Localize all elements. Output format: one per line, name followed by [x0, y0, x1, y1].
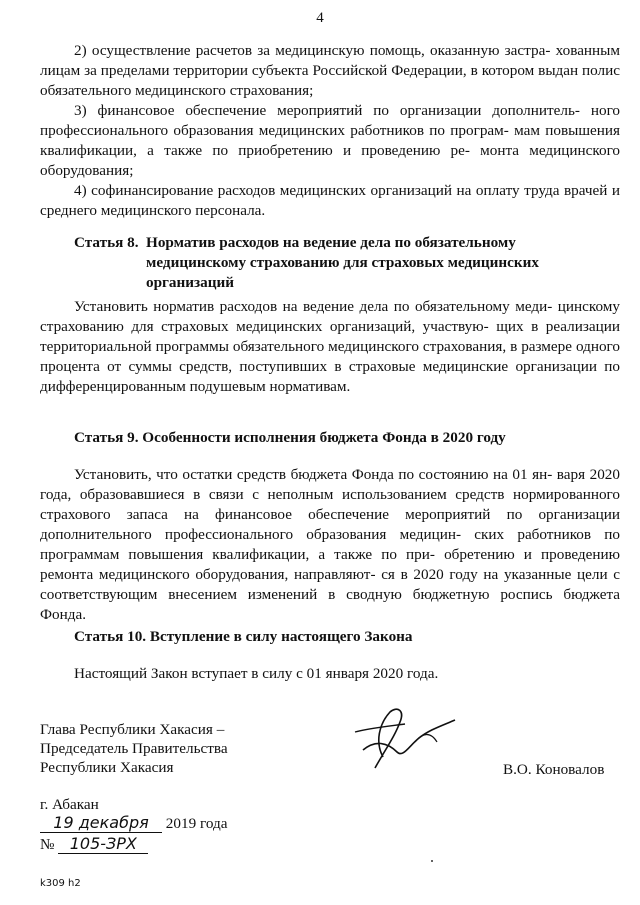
- signatory-position-line-2: Председатель Правительства: [40, 740, 228, 757]
- article-9-text: [40, 465, 620, 625]
- list-item-4-line-1: 4) софинансирование расходов медицинских организаций на оплату: [74, 182, 520, 199]
- list-item-4: [40, 181, 620, 221]
- law-number-handwritten: 105-ЗРХ: [58, 834, 148, 854]
- article-9-heading: Статья 9. Особенности исполнения бюджета Фонда в 2020 году: [74, 429, 506, 446]
- article-8-text-line-1: Установить норматив расходов на ведение дела по обязательному меди-: [74, 298, 553, 315]
- article-9-text-line-2: варя 2020 года, образовавшиеся в связи с неполным использованием средств: [40, 466, 620, 503]
- list-item-3-line-2: ного профессионального образования медицинских работников по програм-: [40, 102, 621, 139]
- article-8-number: Статья 8.: [74, 234, 139, 251]
- law-number-prefix: №: [40, 836, 55, 853]
- article-8-text: [40, 297, 620, 397]
- city: г. Абакан: [40, 796, 99, 813]
- article-9-text-line-3: нормированного страхового запаса на финансовое обеспечение мероприятий: [40, 486, 621, 523]
- list-item-3-line-3: мам повышения квалификации, а также по приобретению и проведению ре-: [40, 122, 621, 159]
- list-item-3-line-4: монта медицинского оборудования;: [40, 142, 621, 179]
- article-8-title-line-3: организаций: [146, 274, 234, 291]
- article-9-text-line-8: сводную бюджетную роспись бюджета Фонда.: [40, 586, 621, 623]
- list-item-3: [40, 101, 620, 181]
- list-item-2: [40, 41, 620, 101]
- date-year: 2019 года: [165, 815, 228, 832]
- list-item-4-line-2: труда врачей и среднего медицинского персонала.: [40, 182, 620, 219]
- article-10-text: Настоящий Закон вступает в силу с 01 января 2020 года.: [74, 665, 439, 682]
- date-handwritten: 19 декабря: [40, 813, 162, 833]
- article-9-text-line-7: ся в 2020 году на указанные цели с соответствующим внесением изменений в: [40, 566, 621, 603]
- list-item-2-line-2: хованным лицам за пределами территории субъекта Российской Федерации,: [40, 42, 620, 79]
- article-10-heading: Статья 10. Вступление в силу настоящего Закона: [74, 628, 413, 645]
- article-9-text-line-4: по организации дополнительного профессионального образования медицин-: [40, 506, 621, 543]
- article-8-title-line-2: медицинскому страхованию для страховых медицинских: [146, 254, 539, 271]
- article-8-heading: [74, 233, 516, 253]
- scan-speck: [431, 860, 433, 862]
- list-item-2-line-1: 2) осуществление расчетов за медицинскую помощь, оказанную застра-: [74, 42, 551, 59]
- article-9-text-line-6: обретению и проведению ремонта медицинского оборудования, направляют-: [40, 546, 621, 583]
- handwritten-signature: [345, 702, 475, 772]
- article-9-text-line-5: ских работников по программам повышения квалификации, а также по при-: [40, 526, 621, 563]
- article-8-text-line-4: страхования, в размере одного процента от суммы средств, поступивших в: [40, 338, 620, 375]
- article-8-text-line-2: цинскому страхованию для страховых медицинских организаций, участвую-: [40, 298, 620, 335]
- list-item-3-line-1: 3) финансовое обеспечение мероприятий по организации дополнитель-: [74, 102, 580, 119]
- article-8-text-line-3: щих в реализации территориальной программы обязательного медицинского: [40, 318, 621, 355]
- article-8-text-line-5: страховые медицинские организации по дифференцированным подушевым: [40, 358, 620, 395]
- article-9-text-line-1: Установить, что остатки средств бюджета Фонда по состоянию на 01 ян-: [74, 466, 553, 483]
- signing-date: [40, 813, 227, 833]
- page-number: 4: [316, 10, 324, 26]
- article-8-title-line-1: Норматив расходов на ведение дела по обязательному: [146, 234, 516, 251]
- signatory-position-line-3: Республики Хакасия: [40, 759, 174, 776]
- signer-name: В.О. Коновалов: [503, 761, 605, 778]
- signatory-position: [40, 720, 228, 777]
- law-number: [40, 834, 148, 854]
- footer-code: k309 h2: [40, 878, 81, 889]
- list-item-2-line-3: в котором выдан полис обязательного медицинского страхования;: [40, 62, 620, 99]
- article-8-text-line-6: нормативам.: [269, 378, 351, 395]
- signatory-position-line-1: Глава Республики Хакасия –: [40, 721, 225, 738]
